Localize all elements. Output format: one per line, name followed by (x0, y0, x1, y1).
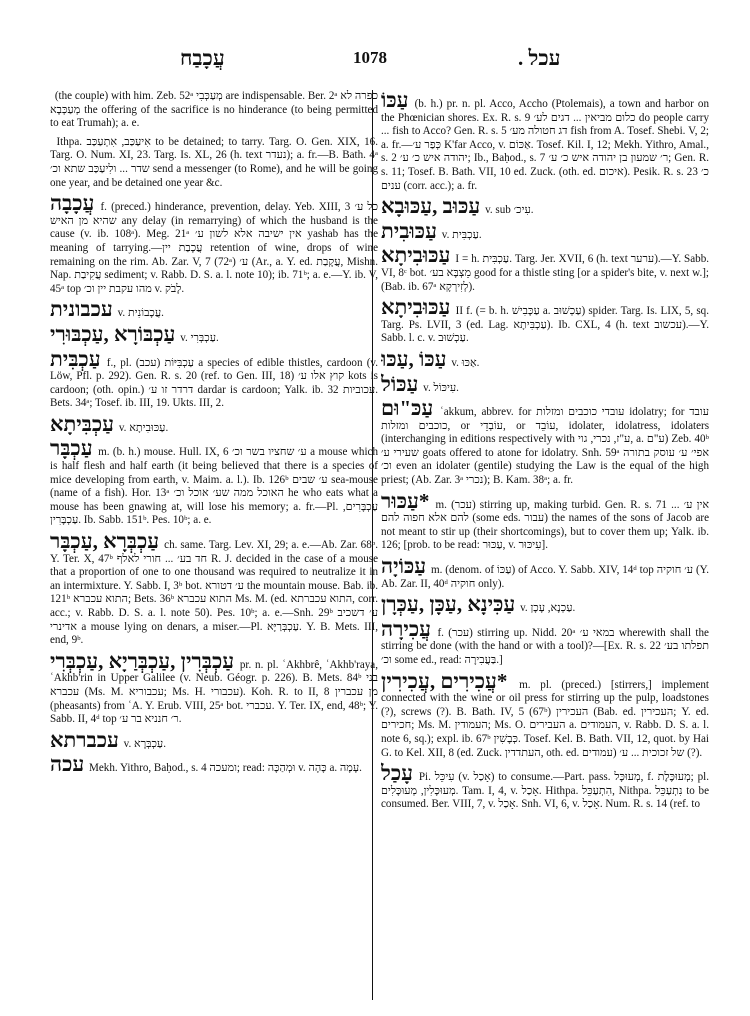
entry-headword: עַכְבִּיתָא (50, 411, 115, 436)
entry-2 (50, 191, 378, 296)
entry-6 (50, 411, 378, 436)
entry-headword: עַכִּינָא ,עַכָּן ,עַכְּרָן (381, 592, 516, 617)
entry-text: Mekh. Yithro, Baḥod., s. 4 ומעכה; read: וּמְהַכָּה v. כָּהָה a. עָמָה. (89, 762, 362, 775)
entry-headword: *עֲכִירִים ,עֲכִירִין (381, 668, 508, 693)
entry-headword: עַכְבִּית (50, 346, 101, 371)
page-header (0, 46, 750, 72)
entry-7 (381, 396, 709, 488)
entry-4 (50, 321, 378, 346)
entry-10 (50, 727, 378, 752)
entry-6 (381, 371, 709, 396)
entry-headword: עַכְבְּרִין ,עַכְבְּרַיָא ,עַכְבְּרִי (50, 648, 235, 673)
entry-5 (381, 346, 709, 371)
right-guide-word: עכל . (518, 46, 561, 70)
entry-text: v. עִיכּוֹל. (423, 381, 459, 394)
entry-headword: עַכּוּב ,עַכּוּבָא (381, 194, 481, 219)
entry-text: f. (preced.) hinderance, prevention, delay. Yeb. XIII, 3 כל ע׳ שהיא מן האיש any delay (in remarrying) of which the husband is the cause (v. ib. 108ᵃ). Meg. 21ᵃ אין ישיבה אלא לשון ע׳ yashab has the meaning of tarrying.—עֲכָבַת יין retention of wine, drops of wine remaining on the rim. Ab. Zar. V, 7 (72ᵃ) ע׳ (Ar., a. Y. ed. עֲקָבַת, Mishn. Nap. עֲקִיבַת sediment; v. Rabb. D. S. a. l. note 10); ib. 71ᵇ; a. e.—Y. ib. V, 45ᵃ top מהו עקבת יין וכ׳ v. לָבֹק. (50, 201, 378, 295)
entry-12 (381, 668, 709, 761)
entry-0 (381, 92, 709, 193)
entry-text: m. (עכר) stirring up, making turbid. Gen. R. s. 71 אין ע׳ ... להם אלא חפוה להם (some eds. עבור) the names of the sons of Jacob are not meant to stir up (their shortcomings), but to cover them up; Yalk. ib. 126; [prob. to be read: עַכּוּר, v. עִיכּוּר]. (381, 498, 709, 552)
entry-headword: עַכְבָּר (50, 436, 93, 461)
entry-headword: עַכְבְּרָא ,עַכְבָּר (50, 529, 160, 554)
entry-headword: עכה (50, 752, 85, 777)
right-column (381, 90, 709, 1010)
entry-headword: עַכּוּבִיתָא (381, 295, 451, 320)
left-guide-word: עֲכָבַח (180, 46, 225, 70)
left-column (50, 90, 378, 990)
entry-text: v. עַכּוּבִיתָא. (118, 421, 169, 434)
entry-headword: עַכּוּבִית (381, 218, 437, 243)
entry-text: II f. (= b. h. עַכָּבִישׁ a. עַכְשׁוּב) spider. Targ. Is. LIX, 5, sq. Targ. Ps. LVII, 3 (ed. Lag. עַכְבִּיתָא). Ib. CXL, 4 (h. text עכשוב).—Y. Sabb. l. c. v. עַכְשׁוּב. (381, 305, 709, 345)
entry-text: I = h. עַכְבִּית. Targ. Jer. XVII, 6 (h. text ערער).—Y. Sabb. VI, 8ᶜ bot. מֵצְבָּא בע׳ good for a thistle sting [or a spider's bite, v. next w.]; (Bab. ib. 67ᵃ לְזִירְקָא). (381, 253, 709, 293)
entry-headword: עַכּוּבִיתָא (381, 243, 451, 268)
entry-text: m. (b. h.) mouse. Hull. IX, 6 ע׳ שחציו בשר וכ׳ a mouse which is half flesh and half earth (it being believed that there is a species of mice developing from earth, v. Maim. a. l.). Ib. 126ᵇ ע׳ שבים sea-mouse (name of a fish). Hor. 13ᵃ האוכל ממה שע׳ אוכל וכ׳ he who eats what a mouse has been gnawing at, will lose his memory; a. fr.—Pl. עַכְבָּרִים, עַכְבָּרִין. Ib. Sabb. 151ᵇ. Pes. 10ᵇ; a. e. (50, 446, 378, 527)
entry-text: Ithpa. אִיעַכַּב, אִתְעַכַּב to be detained; to tarry. Targ. O. Gen. XIX, 16. Targ. O. Num. XI, 23. Targ. Is. XL, 26 (h. text נעדר); a. fr.—B. Bath. 4ᵃ שדר ... ולִיעַכַּב שתא וכ׳ send a messenger (to Rome), and he will be going one year, and be detained one year &c. (50, 135, 378, 189)
entry-5 (50, 346, 378, 411)
entry-text: ʿakkum, abbrev. for עובדי כוכבים ומזלות idolatry; for עובד כוכבים ומזלות, or עוֹבְדֵי, or עוֹבֵד, idolater, idolatress, idolaters (interchanging in editions respectively with ע"ז, נכרי, גוי, a. ע"ם) Zeb. 40ᵇ שעירי ע׳ goats offered to atone for idolatry. Snh. 59ᵃ אפי׳ ע׳ עוסק בתורה וכ׳ even an idolater (gentile) studying the Law is the equal of the high priest; (Ab. Zar. 3ᵃ נכרי); B. Kam. 38ᵃ; a. fr. (381, 406, 709, 487)
entry-headword: עַכְבּוֹרָא ,עַכְבּוּרִי (50, 321, 176, 346)
entry-text: pr. n. pl. ʿAkhbrê, ʿAkhb'raya, ʿAkhb'rin in Upper Galilee (v. Neub. Géogr. p. 226). B. Mets. 84ᵇ בני עכברא (Ms. M. עכבוריא; Ms. H. עכבורי). Koh. R. to II, 8 מן עכברין (pheasants) from ʿA. Y. Erub. VIII, 25ᵃ bot. עכברי. Y. Ter. IX, end, 48ᵇ; Y. Sabb. II, 4ᵈ top ר׳ חנניא בר ע׳. (50, 658, 378, 726)
entry-headword: עכברתא (50, 727, 119, 752)
entry-3 (381, 243, 709, 294)
entry-headword: עָכַל (381, 761, 413, 786)
entry-4 (381, 295, 709, 346)
entry-text: v. עֲכָבוֹנִית. (117, 307, 164, 320)
entry-text: (b. h.) pr. n. pl. Acco, Accho (Ptolemais), a town and harbor on the Phœnician shores. Ex. R. s. 9 כלום מביאין ... דגים לע׳ do people carry ... fish to Acco? Gen. R. s. 5 דג חטולה מע׳ fish from A. Tosef. Shebi. V, 2; a. fr.—כְּפַר ע׳ K'far Acco, v. אַכּוֹם. Tosef. Kil. I, 12; Mekh. Yithro, Amal., s. 2 יהודה איש כ׳ ע׳; Ib., Baḥod., s. 7 ר׳ שמעון בן יהודה איש כ׳ ע׳; Gen. R. s. 11; Tosef. B. Bath. VII, 10 ed. Zuck. (oth. ed. איכום). Pesik. R. s. 23 כ׳ ענים (corr. acc.); a. fr. (381, 98, 709, 192)
entry-1 (381, 194, 709, 219)
entry-headword: עַכּ"וּם (381, 396, 434, 421)
entry-9 (381, 554, 709, 591)
entry-1 (50, 136, 378, 190)
entry-headword: עכבונית (50, 297, 113, 322)
entry-headword: *עַכּוּר (381, 488, 430, 513)
entry-headword: עֲכָבָה (50, 191, 95, 216)
entry-text: v. sub עִיכ׳. (485, 204, 534, 217)
entry-text: (the couple) with him. Zeb. 52ᵃ מְעַכְּבִי are indispensable. Ber. 2ᵃ כפרה לא מְעַכְּבָא the offering of the sacrifice is no hinderance (to being permitted to eat Trumah); a. e. (50, 90, 378, 130)
entry-text: v. עַכְנָא, עָכָן. (520, 602, 576, 615)
entry-headword: עַכּוֹ ,עַכּוּ (381, 346, 447, 371)
entry-9 (50, 648, 378, 727)
entry-text: v. עַכְבְּרָא. (123, 737, 166, 750)
entry-10 (381, 592, 709, 617)
entry-text: f. (עכר) stirring up. Nidd. 20ᵃ במאי ע׳ wherewith shall the stirring be done (with the hand or with a tool)?—[Ex. R. s. 22 תפלתו בע׳ וכ׳ some ed., read: בַּעֲבִירָה.] (381, 626, 709, 666)
page-number: 1078 (353, 48, 387, 67)
entry-text: v. אַכּוּ. (451, 356, 480, 369)
entry-13 (381, 761, 709, 812)
entry-text: Pi. עִיכֵּל (v. אָכַל) to consume.—Part. pass. מְעוּכָּל, f. מְעוּכֶּלֶת; pl. מְעוּכָּלִין, מְעוּכָּלִים. Tam. I, 4, v. אָכַל. Hithpa. הִתְעַכֵּל, Nithpa. נִתְעַכֵּל to be consumed. Ber. VIII, 7, v. אָכַל. Snh. VI, 6, v. אָכַל. Num. R. s. 14 (ref. to (381, 771, 709, 811)
entry-3 (50, 297, 378, 322)
entry-8 (381, 488, 709, 553)
entry-text: v. עַכְבִּית. (441, 228, 482, 241)
entry-11 (50, 752, 378, 777)
entry-text: v. עַכְבְּרִי. (180, 331, 219, 344)
entry-headword: עַכּוֹל (381, 371, 419, 396)
entry-headword: עַכּוֹיָה (381, 554, 427, 579)
entry-7 (50, 436, 378, 528)
entry-text: m. pl. (preced.) [stirrers,] implement connected with the wine or oil press for stirring up the pulp, loadstones (?), screws (?). B. Bath. IV, 5 (67ᵇ) העכירין (Bab. ed. העכירין; Y. ed. חכירים; Ms. M. העמודין; Ms. O. העבירים a. העמודים, v. Rabb. D. S. a. l. note 6, sq.); expl. ib. 67ᵇ כְּבָשִׁין. Tosef. Kel. B. Bath. VII, 12, quot. by Hai G. to Kel. XII, 8 (ed. Zuck. העתדדין, oth. ed. עמודים) של זכוכית ... ע׳ (?). (381, 678, 709, 759)
entry-11 (381, 616, 709, 668)
entry-2 (381, 218, 709, 243)
entry-text: f., pl. עַכְבִּיּוֹת (עכב) a species of edible thistles, cardoon (v. Löw, Pfl. p. 292). Gen. R. s. 20 (ref. to Gen. III, 18) קוץ אלו ע׳ kots is cardoon; (oth. opin.) דרדר זו ע׳ dardar is cardoon; Yalk. ib. 32 עכוביות. Bets. 34ᵃ; Tosef. ib. III, 19. Ukts. III, 2. (50, 356, 378, 410)
entry-text: m. (denom. of עַכּוֹ) of Acco. Y. Sabb. XIV, 14ᵈ top ע׳ חוקיה (Y. Ab. Zar. II, 40ᵈ חוקיה only). (381, 564, 709, 590)
entry-8 (50, 529, 378, 648)
entry-headword: עַכּוֹ (381, 90, 409, 112)
entry-text: ch. same. Targ. Lev. XI, 29; a. e.—Ab. Zar. 68ᵇ. Y. Ter. X, 47ᵇ חד בע׳ ... חורי לאלף R. J. decided in the case of a mouse that a proportion of one to one thousand was required to neutralize it in an intermixture. Y. Sabb. I, 3ᵇ bot. ע׳ דטורא the mountain mouse. Bab. ib. 121ᵇ התוא עכברא; Bets. 36ᵇ התוא עכברא Ms. M. (ed. התוא עכברתא, corr. acc.; v. Rabb. D. S. a. l. note 50). Pes. 10ᵇ; a. e.—Snh. 29ᵇ ע׳ דשכיב אדינרי a mouse lying on denars, a miser.—Pl. עַכְבְּרַיָּא. Y. B. Mets. III, end, 9ᵇ. (50, 539, 378, 647)
entry-headword: עֲכִירָה (381, 616, 432, 641)
entry-0 (50, 90, 378, 131)
